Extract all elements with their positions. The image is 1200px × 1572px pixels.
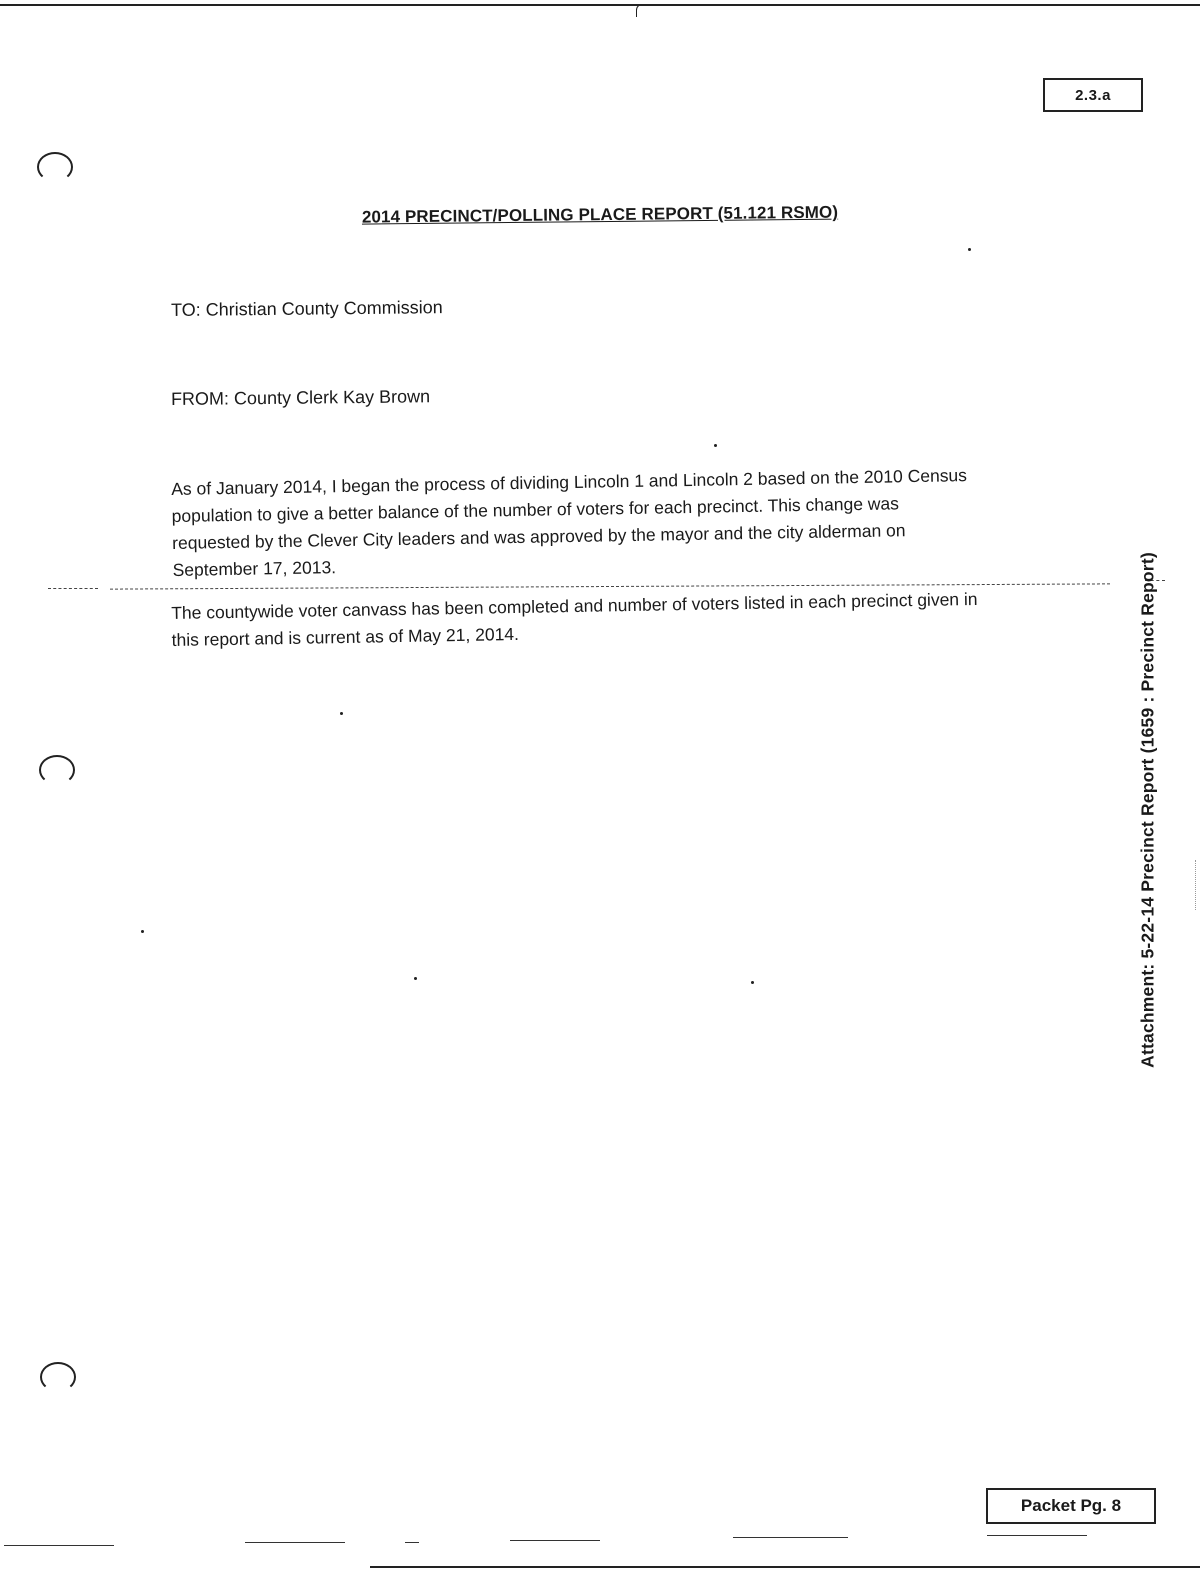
paragraph-line: The countywide voter canvass has been completed and number of voters listed in each precinct given in (171, 588, 978, 623)
scan-bottom-edge (370, 1566, 1200, 1568)
scan-dash (987, 1535, 1087, 1536)
attachment-label: Attachment: 5-22-14 Precinct Report (1659 : Precinct Report) (1137, 552, 1158, 1068)
scan-dash (245, 1542, 345, 1543)
scan-dashed-line (48, 588, 98, 589)
scan-speck (714, 444, 717, 447)
scan-dash (733, 1537, 848, 1538)
memo-to: TO: Christian County Commission (170, 297, 443, 320)
scan-speck (751, 981, 754, 984)
item-number-badge: 2.3.a (1043, 78, 1143, 112)
paragraph-canvass (171, 584, 1062, 654)
scan-speck (414, 977, 417, 980)
scan-dash (510, 1540, 600, 1541)
punch-hole-icon (40, 1362, 76, 1392)
scan-dash (4, 1545, 114, 1546)
scan-speck (340, 712, 343, 715)
paragraph-line: September 17, 2013. (172, 557, 337, 580)
punch-hole-icon (39, 755, 75, 785)
punch-hole-icon (37, 152, 73, 182)
report-title: 2014 PRECINCT/POLLING PLACE REPORT (51.121 RSMO) (361, 202, 839, 227)
scan-dash (405, 1542, 419, 1543)
paragraph-division (171, 460, 1063, 584)
scan-top-edge (0, 4, 1200, 6)
paragraph-line: requested by the Clever City leaders and was approved by the mayor and the city alderman on (171, 520, 906, 553)
memo-from: FROM: County Clerk Kay Brown (170, 386, 431, 409)
scan-mark (636, 4, 643, 17)
packet-page-label: Packet Pg. 8 (986, 1488, 1156, 1524)
paragraph-line: population to give a better balance of the number of voters for each precinct. This change was (171, 493, 900, 526)
scan-speck (968, 248, 971, 251)
scan-right-edge (1195, 860, 1196, 910)
paragraph-line: this report and is current as of May 21, 2014. (171, 623, 520, 650)
scan-speck (141, 930, 144, 933)
paragraph-line: As of January 2014, I began the process of dividing Lincoln 1 and Lincoln 2 based on the 2010 Census (171, 465, 968, 499)
